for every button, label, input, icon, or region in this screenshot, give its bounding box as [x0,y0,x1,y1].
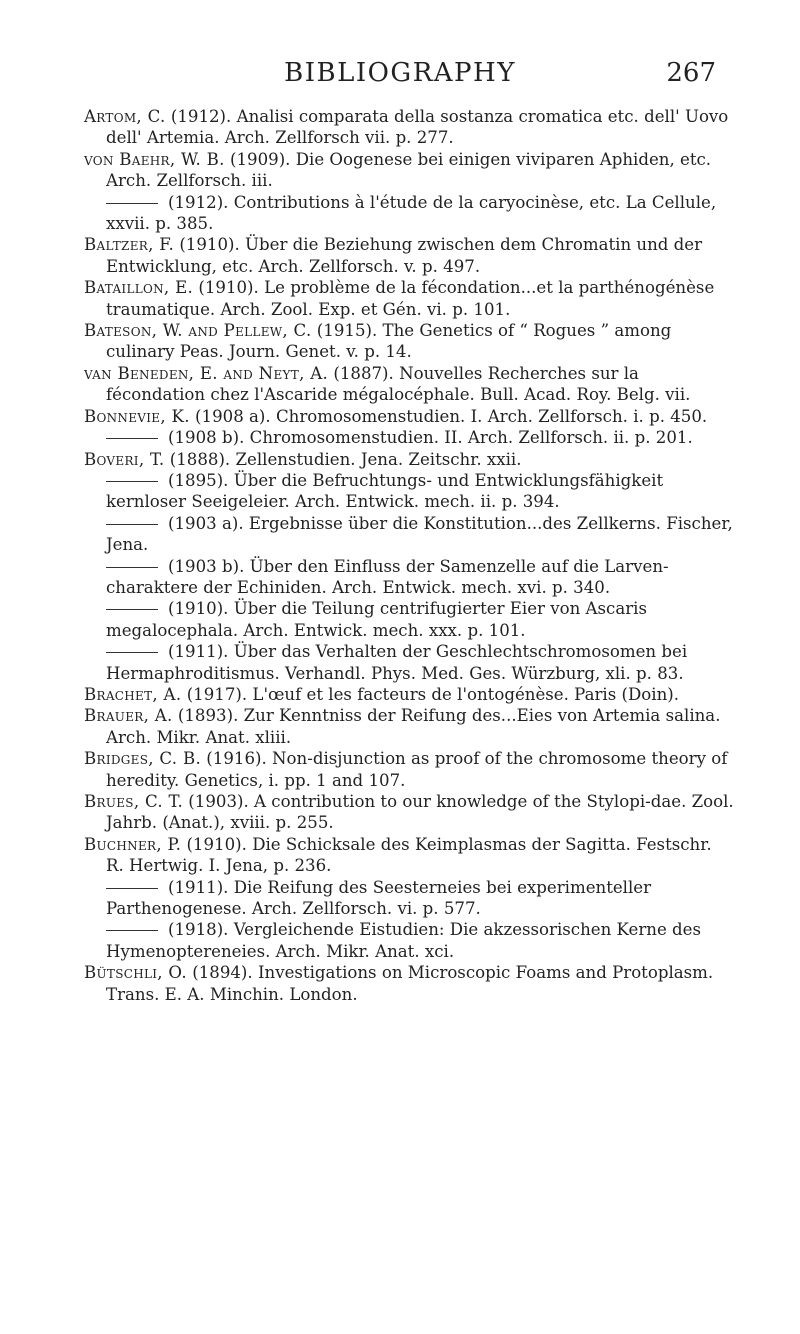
page-number: 267 [666,58,716,88]
bibliography-entry [84,962,734,1005]
bibliography-entry [84,834,734,877]
bibliography-entry [84,598,734,641]
running-title: BIBLIOGRAPHY [284,58,516,88]
ditto-dash [106,438,158,439]
entry-text: (1893). Zur Kenntniss der Reifung des...Eies von Artemia salina. Arch. Mikr. Anat. xliii. [106,706,721,747]
bibliography-entry [84,320,734,363]
entry-author: Baltzer, F. [84,235,175,255]
bibliography-entry [84,406,734,427]
bibliography-entry [84,427,734,448]
entry-author: Brues, C. T. [84,792,184,811]
entry-author: van Beneden, E. and Neyt, A. [84,363,329,383]
bibliography-entry [84,513,734,556]
ditto-dash [106,888,158,889]
ditto-dash [106,930,158,931]
entry-text: (1903). A contribution to our knowledge of the Stylopi-dae. Zool. Jahrb. (Anat.), xviii. p. 255. [106,792,734,833]
entry-text: (1888). Zellenstudien. Jena. Zeitschr. xxii. [164,449,522,469]
entry-text: (1910). Le problème de la fécondation...et la parthénogénèse traumatique. Arch. Zool. Exp. et Gén. vi. p. 101. [106,278,715,319]
entry-author: Artom, C. [84,107,166,126]
bibliography-entry [84,705,734,748]
ditto-dash [106,481,158,482]
entry-text: (1918). Vergleichende Eistudien: Die akzessorischen Kerne des Hymenoptereneies. Arch. Mikr. Anat. xci. [106,920,701,961]
entry-author: Buchner, P. [84,834,182,854]
ditto-dash [106,567,158,568]
entry-text: (1894). Investigations on Microscopic Foams and Protoplasm. Trans. E. A. Minchin. London. [106,963,714,1004]
bibliography-entry [84,192,734,235]
entry-text: (1908 a). Chromosomenstudien. I. Arch. Zellforsch. i. p. 450. [189,406,708,426]
entry-text: (1915). The Genetics of “ Rogues ” among culinary Peas. Journ. Genet. v. p. 14. [106,321,672,362]
entry-author: Bateson, W. and Pellew, C. [84,321,312,341]
bibliography-entry [84,641,734,684]
page-header [0,58,800,98]
ditto-dash [106,609,158,610]
bibliography-list [84,106,734,1005]
entry-text: (1910). Über die Teilung centrifugierter Eier von Ascaris megalocephala. Arch. Entwick. mech. xxx. p. 101. [106,599,647,640]
entry-text: (1912). Analisi comparata della sostanza cromatica etc. dell' Uovo dell' Artemia. Arch. Zellforsch vii. p. 277. [106,107,729,148]
bibliography-entry [84,234,734,277]
entry-text: (1910). Über die Beziehung zwischen dem Chromatin und der Entwicklung, etc. Arch. Zellforsch. v. p. 497. [106,235,703,276]
bibliography-entry [84,277,734,320]
entry-author: Boveri, T. [84,449,165,469]
bibliography-entry [84,149,734,192]
entry-text: (1910). Die Schicksale des Keimplasmas der Sagitta. Festschr. R. Hertwig. I. Jena, p. 236. [106,834,712,876]
bibliography-entry [84,449,734,470]
entry-text: (1911). Die Reifung des Seesterneies bei experimenteller Parthenogenese. Arch. Zellforsch. vi. p. 577. [106,877,652,919]
entry-author: Bütschli, O. [84,963,187,983]
entry-text: (1911). Über das Verhalten der Geschlechtschromosomen bei Hermaphroditismus. Verhandl. Phys. Med. Ges. Würzburg, xli. p. 83. [106,642,688,683]
entry-author: Bataillon, E. [84,278,194,298]
entry-text: (1903 a). Ergebnisse über die Konstitution...des Zellkerns. Fischer, Jena. [106,513,733,555]
entry-text: (1903 b). Über den Einfluss der Samenzelle auf die Larven-charaktere der Echiniden. Arch. Entwick. mech. xvi. p. 340. [106,556,669,597]
entry-author: Brauer, A. [84,706,173,726]
entry-text: (1912). Contributions à l'étude de la caryocinèse, etc. La Cellule, xxvii. p. 385. [106,192,717,234]
entry-author: Bridges, C. B. [84,749,202,769]
entry-text: (1909). Die Oogenese bei einigen viviparen Aphiden, etc. Arch. Zellforsch. iii. [106,149,712,191]
bibliography-entry [84,470,734,513]
entry-text: (1887). Nouvelles Recherches sur la fécondation chez l'Ascaride mégalocéphale. Bull. Acad. Roy. Belg. vii. [106,363,691,405]
bibliography-entry [84,684,734,705]
bibliography-entry [84,919,734,962]
bibliography-entry [84,877,734,920]
entry-text: (1908 b). Chromosomenstudien. II. Arch. Zellforsch. ii. p. 201. [168,428,693,448]
entry-text: (1917). L'œuf et les facteurs de l'ontogénèse. Paris (Doin). [181,684,680,704]
entry-text: (1895). Über die Befruchtungs- und Entwicklungsfähigkeit kernloser Seeigeleier. Arch. Entwick. mech. ii. p. 394. [106,470,664,512]
entry-author: Brachet, A. [84,684,182,704]
entry-author: Bonnevie, K. [84,406,190,426]
ditto-dash [106,652,158,653]
bibliography-entry [84,791,734,834]
ditto-dash [106,524,158,525]
bibliography-entry [84,556,734,599]
bibliography-entry [84,363,734,406]
bibliography-entry [84,106,734,149]
bibliography-entry [84,748,734,791]
ditto-dash [106,203,158,204]
entry-text: (1916). Non-disjunction as proof of the chromosome theory of heredity. Genetics, i. pp. 1 and 107. [106,749,728,790]
entry-author: von Baehr, W. B. [84,149,225,169]
